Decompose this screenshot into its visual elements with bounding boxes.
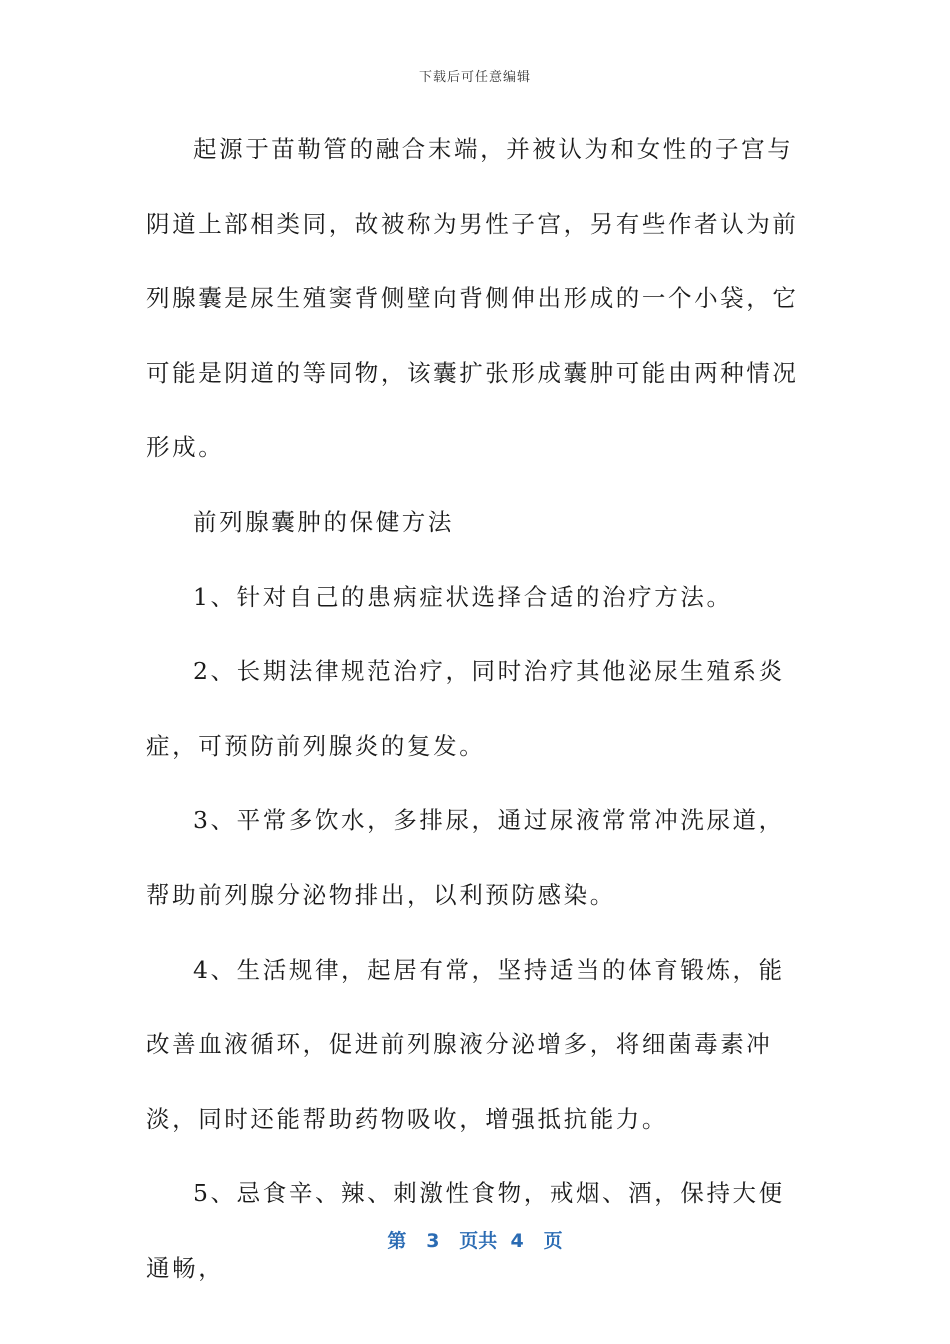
footer-prefix: 第 — [387, 1230, 407, 1252]
footer-middle: 页共 — [459, 1230, 498, 1252]
document-body — [146, 112, 806, 1306]
footer-suffix: 页 — [543, 1230, 563, 1252]
page-footer — [0, 1226, 950, 1253]
list-item-1: 1、针对自己的患病症状选择合适的治疗方法。 — [193, 582, 733, 611]
list-item-5: 5、忌食辛、辣、刺激性食物，戒烟、酒，保持大便通畅， — [146, 1179, 785, 1282]
list-item-3: 3、平常多饮水，多排尿，通过尿液常常冲洗尿道，帮助前列腺分泌物排出，以利预防感染。 — [146, 806, 785, 909]
current-page-number: 3 — [426, 1230, 440, 1252]
list-item-4: 4、生活规律，起居有常，坚持适当的体育锻炼，能改善血液循环，促进前列腺液分泌增多，将细菌毒素冲淡，同时还能帮助药物吸收，增强抵抗能力。 — [146, 955, 785, 1133]
list-item-2: 2、长期法律规范治疗，同时治疗其他泌尿生殖系炎症，可预防前列腺炎的复发。 — [146, 657, 785, 760]
paragraph-origin: 起源于苗勒管的融合末端，并被认为和女性的子宫与阴道上部相类同，故被称为男性子宫，另有些作者认为前列腺囊是尿生殖窦背侧壁向背侧伸出形成的一个小袋，它可能是阴道的等同物，该囊扩张形成囊肿可能由两种情况形成。 — [146, 135, 799, 462]
section-heading: 前列腺囊肿的保健方法 — [193, 507, 454, 536]
header-note: 下载后可任意编辑 — [418, 70, 531, 85]
total-pages-number: 4 — [510, 1230, 524, 1252]
